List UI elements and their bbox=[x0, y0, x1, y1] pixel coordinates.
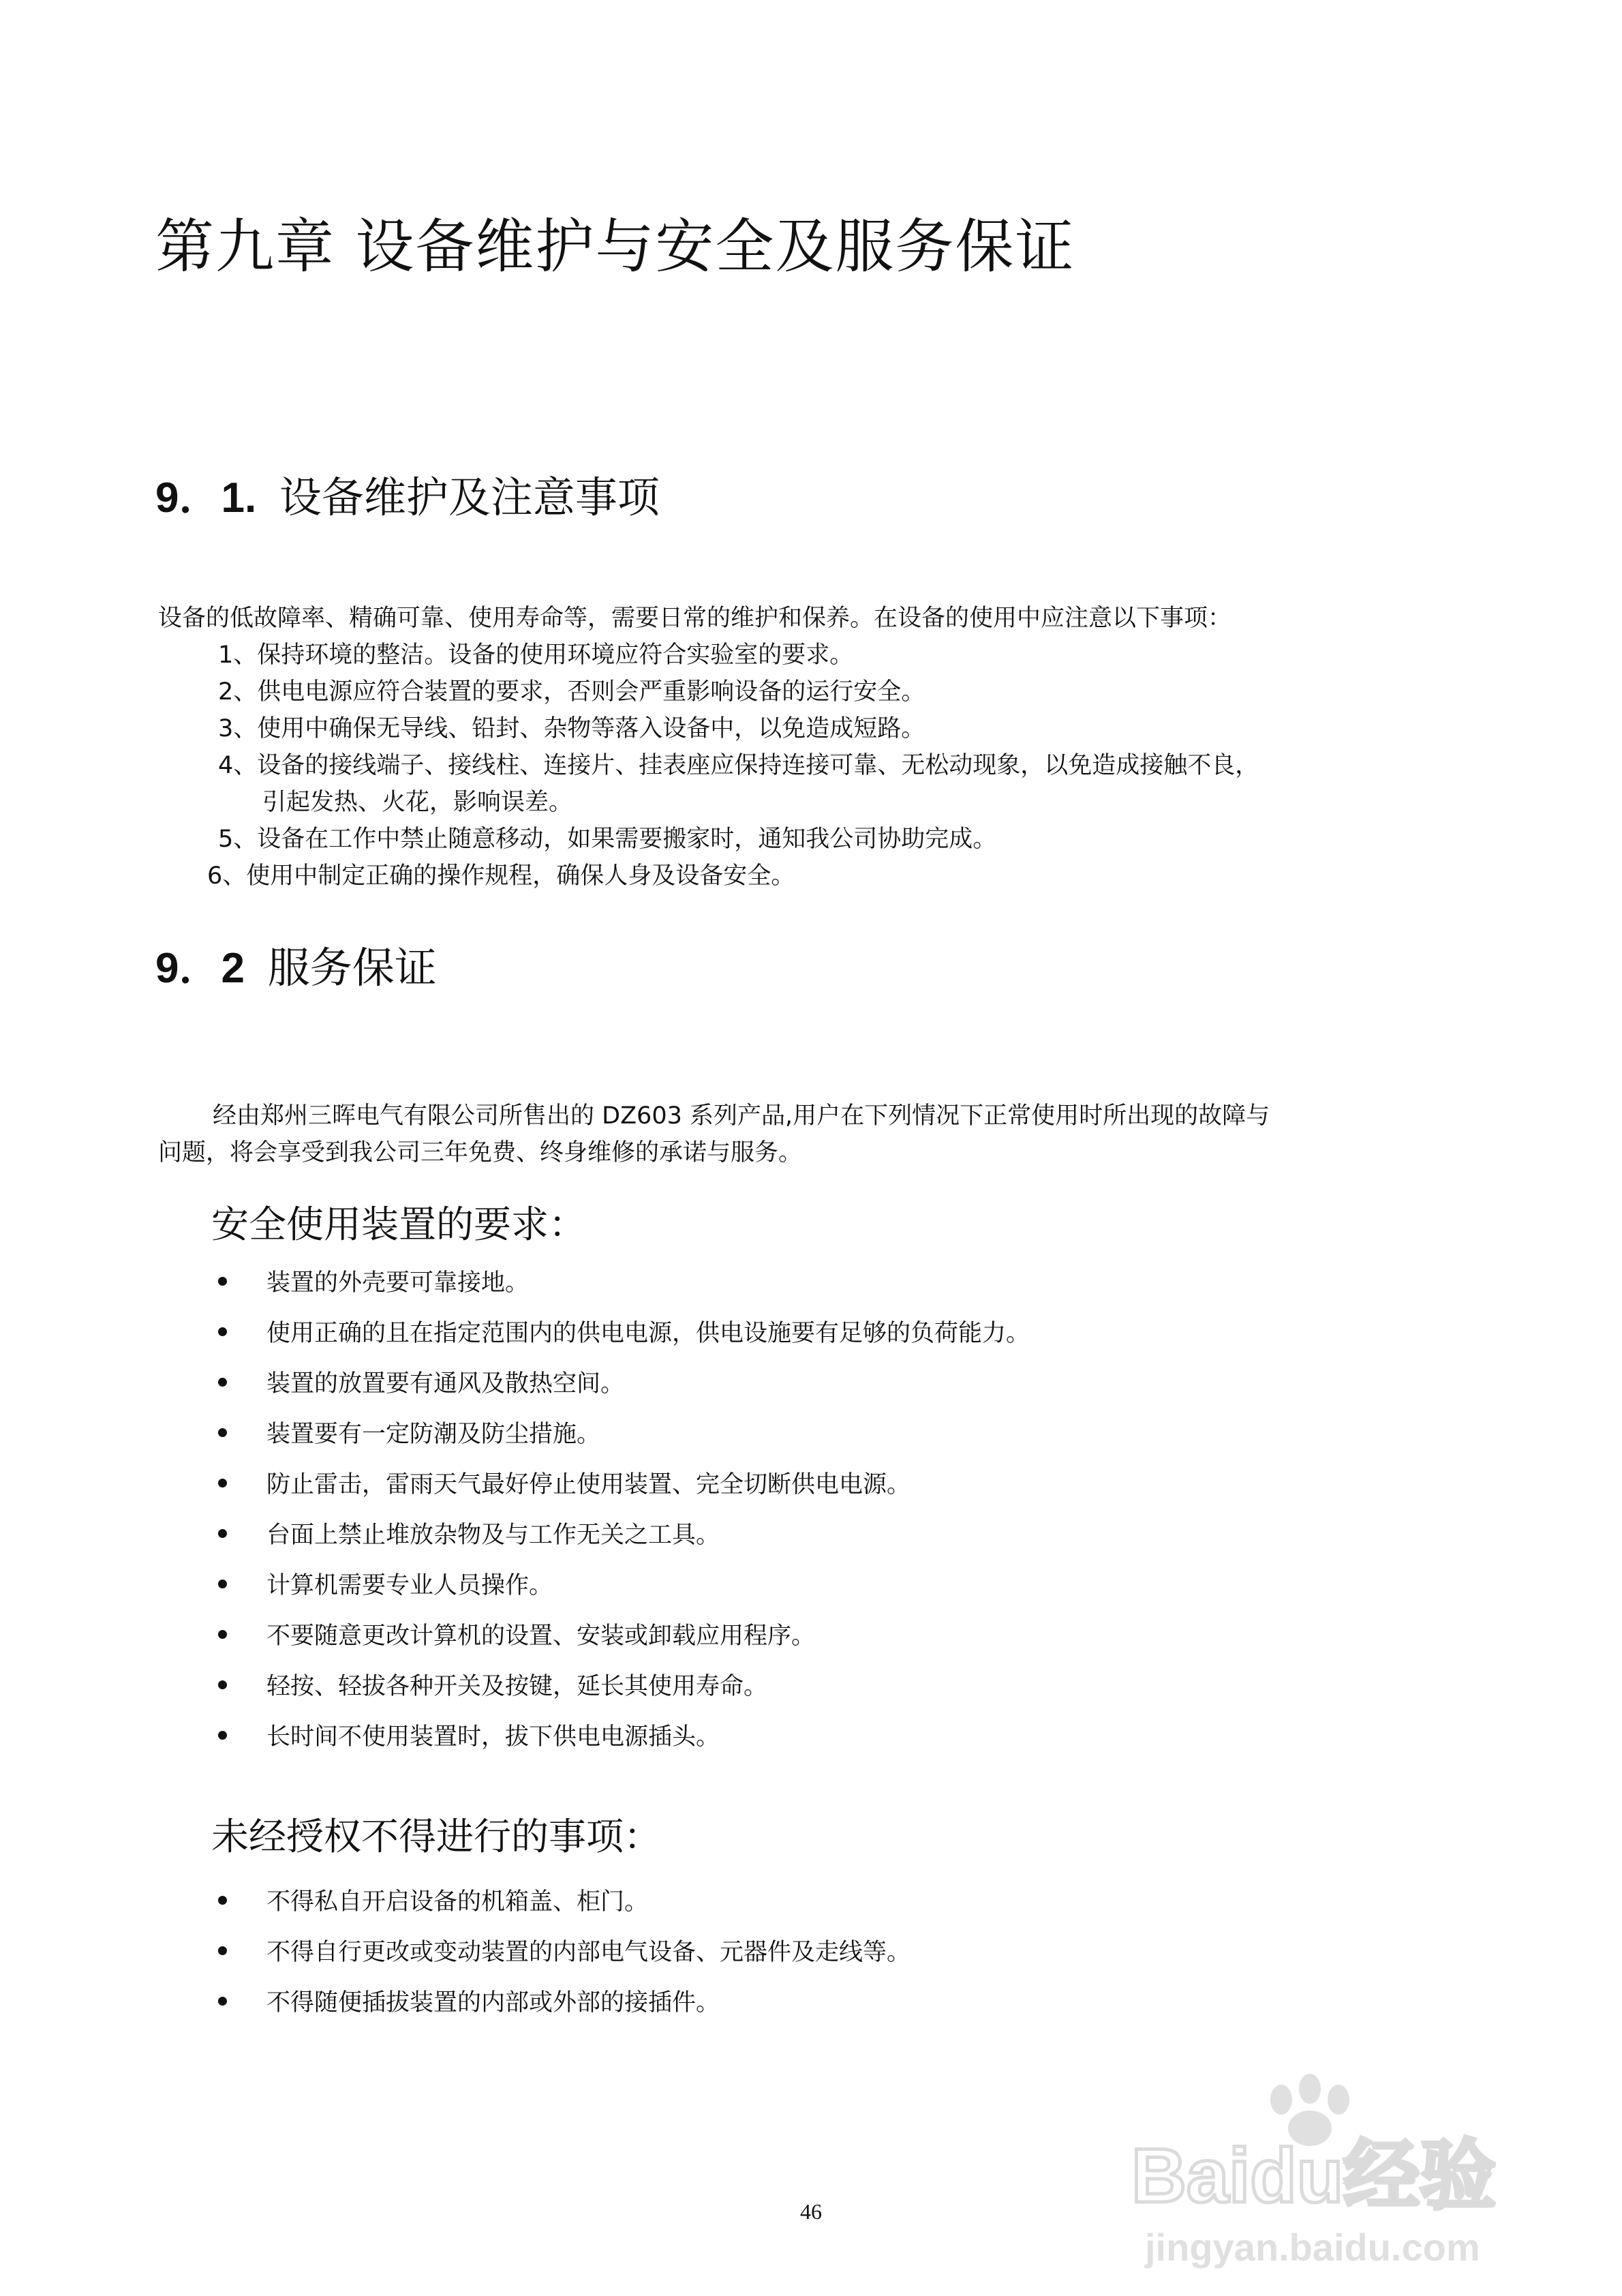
baidu-jingyan-watermark bbox=[1118, 2072, 1567, 2277]
service-intro bbox=[158, 1098, 1480, 1171]
service-intro-line: 问题，将会享受到我公司三年免费、终身维修的承诺与服务。 bbox=[158, 1139, 803, 1166]
list-item: 1、保持环境的整洁。设备的使用环境应符合实验室的要求。 bbox=[218, 641, 854, 669]
list-item-text: 不得随便插拔装置的内部或外部的接插件。 bbox=[266, 1989, 720, 2016]
list-item bbox=[213, 1306, 1030, 1357]
section-number: 9．1. bbox=[155, 474, 257, 522]
watermark-brand: Baidu经验 bbox=[1131, 2133, 1497, 2218]
bullet-icon bbox=[218, 1277, 227, 1286]
list-item bbox=[213, 1407, 1030, 1457]
list-item-text: 轻按、轻拔各种开关及按键，延长其使用寿命。 bbox=[266, 1673, 768, 1700]
forbidden-heading: 未经授权不得进行的事项： bbox=[211, 1815, 662, 1858]
list-item-text: 不得自行更改或变动装置的内部电气设备、元器件及走线等。 bbox=[266, 1939, 911, 1966]
list-item-text: 不得私自开启设备的机箱盖、柜门。 bbox=[266, 1888, 649, 1916]
list-item-continuation: 引起发热、火花，影响误差。 bbox=[262, 789, 573, 816]
forbidden-list bbox=[213, 1875, 911, 2026]
bullet-icon bbox=[218, 1428, 227, 1437]
bullet-icon bbox=[218, 1680, 227, 1689]
bullet-icon bbox=[218, 1327, 227, 1336]
list-item bbox=[213, 1875, 911, 1925]
chapter-title: 第九章 设备维护与安全及服务保证 bbox=[155, 213, 1075, 281]
list-item: 4、设备的接线端子、接线柱、连接片、挂表座应保持连接可靠、无松动现象，以免造成接触不良， bbox=[218, 752, 1259, 779]
list-item: 5、设备在工作中禁止随意移动，如果需要搬家时，通知我公司协助完成。 bbox=[218, 826, 997, 853]
list-item bbox=[213, 1508, 1030, 1558]
list-item bbox=[213, 1609, 1030, 1659]
bullet-icon bbox=[218, 1731, 227, 1740]
list-item bbox=[213, 1925, 911, 1976]
maintenance-intro: 设备的低故障率、精确可靠、使用寿命等，需要日常的维护和保养。在设备的使用中应注意以下事项： bbox=[158, 605, 1232, 632]
bullet-icon bbox=[218, 1630, 227, 1639]
list-item bbox=[213, 1976, 911, 2026]
list-item bbox=[213, 1457, 1030, 1508]
section-title: 服务保证 bbox=[267, 943, 437, 993]
bullet-icon bbox=[218, 1479, 227, 1487]
list-item-text: 防止雷击，雷雨天气最好停止使用装置、完全切断供电电源。 bbox=[266, 1471, 911, 1498]
list-item: 6、使用中制定正确的操作规程，确保人身及设备安全。 bbox=[207, 862, 795, 890]
list-item: 2、供电电源应符合装置的要求，否则会严重影响设备的运行安全。 bbox=[218, 678, 925, 706]
service-intro-line: 经由郑州三晖电气有限公司所售出的 DZ603 系列产品,用户在下列情况下正常使用时所出现的故障与 bbox=[213, 1102, 1270, 1130]
bullet-icon bbox=[218, 1896, 227, 1905]
list-item-text: 长时间不使用装置时，拔下供电电源插头。 bbox=[266, 1723, 720, 1751]
maintenance-list bbox=[207, 637, 1259, 894]
list-item-text: 装置的外壳要可靠接地。 bbox=[266, 1269, 530, 1297]
section-number: 9．2 bbox=[155, 945, 245, 992]
list-item-text: 不要随意更改计算机的设置、安装或卸载应用程序。 bbox=[266, 1622, 816, 1650]
page-number: 46 bbox=[800, 2199, 822, 2224]
list-item bbox=[213, 1256, 1030, 1306]
list-item: 3、使用中确保无导线、铅封、杂物等落入设备中，以免造成短路。 bbox=[218, 715, 925, 742]
list-item-text: 计算机需要专业人员操作。 bbox=[266, 1572, 553, 1599]
list-item-text: 装置的放置要有通风及散热空间。 bbox=[266, 1370, 625, 1398]
safety-heading: 安全使用装置的要求： bbox=[211, 1203, 587, 1246]
list-item-text: 台面上禁止堆放杂物及与工作无关之工具。 bbox=[266, 1522, 720, 1549]
list-item bbox=[213, 1710, 1030, 1760]
section-title: 设备维护及注意事项 bbox=[279, 472, 660, 522]
safety-list bbox=[213, 1256, 1030, 1760]
bullet-icon bbox=[218, 1946, 227, 1955]
watermark-url: jingyan.baidu.com bbox=[1145, 2226, 1480, 2269]
section-heading-9-1 bbox=[155, 464, 660, 524]
list-item bbox=[213, 1558, 1030, 1609]
bullet-icon bbox=[218, 1529, 227, 1538]
bullet-icon bbox=[218, 1580, 227, 1588]
list-item bbox=[213, 1659, 1030, 1710]
bullet-icon bbox=[218, 1378, 227, 1387]
section-heading-9-2 bbox=[155, 934, 437, 995]
list-item-text: 装置要有一定防潮及防尘措施。 bbox=[266, 1421, 601, 1448]
list-item-text: 使用正确的且在指定范围内的供电电源，供电设施要有足够的负荷能力。 bbox=[266, 1320, 1030, 1347]
list-item bbox=[213, 1357, 1030, 1407]
bullet-icon bbox=[218, 1997, 227, 2006]
